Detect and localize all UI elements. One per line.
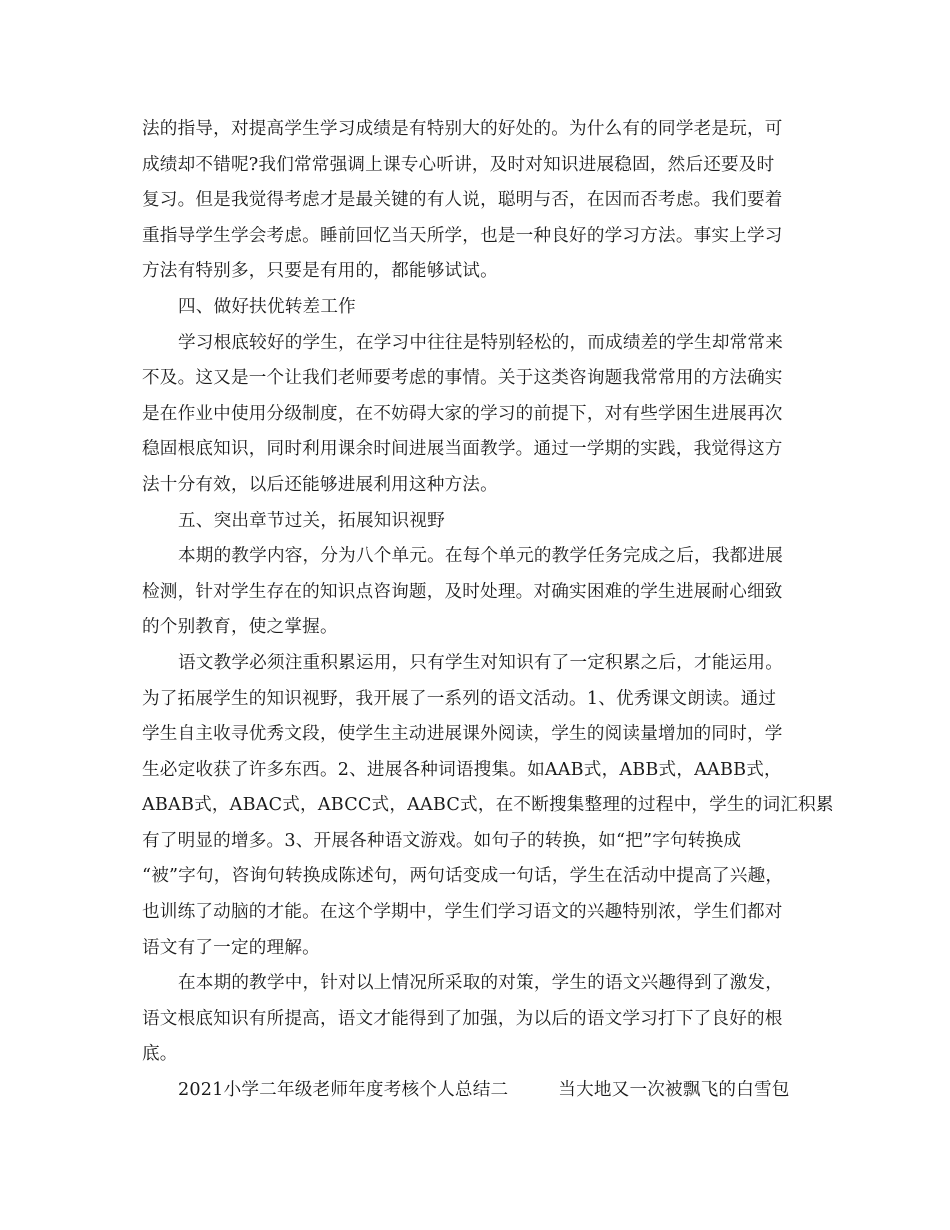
- text-line: 在本期的教学中，针对以上情况所采取的对策，学生的语文兴趣得到了激发，: [178, 973, 783, 994]
- text-line: 是在作业中使用分级制度，在不妨碍大家的学习的前提下，对有些学困生进展再次: [142, 403, 783, 424]
- text-line: 稳固根底知识，同时利用课余时间进展当面教学。通过一学期的实践，我觉得这方: [142, 439, 783, 460]
- text-line: 成绩却不错呢?我们常常强调上课专心听讲，及时对知识进展稳固，然后还要及时: [142, 154, 775, 175]
- text-line: 的个别教育，使之掌握。: [142, 617, 338, 638]
- text-line: 语文有了一定的理解。: [142, 937, 320, 958]
- text-line: 生必定收获了许多东西。2、进展各种词语搜集。如AAB式，ABB式，AABB式，: [142, 759, 782, 780]
- text-line: 法的指导，对提高学生学习成绩是有特别大的好处的。为什么有的同学老是玩，可: [142, 119, 783, 139]
- section-heading: 四、做好扶优转差工作: [178, 296, 356, 317]
- text-line: 语文根底知识有所提高，语文才能得到了加强，为以后的语文学习打下了良好的根: [142, 1008, 783, 1029]
- text-line: 重指导学生学会考虑。睡前回忆当天所学，也是一种良好的学习方法。事实上学习: [142, 225, 783, 246]
- text-line: 也训练了动脑的才能。在这个学期中，学生们学习语文的兴趣特别浓，学生们都对: [142, 902, 783, 923]
- next-section-title: 2021小学二年级老师年度考核个人总结二: [178, 1080, 509, 1101]
- text-line: “被”字句，咨询句转换成陈述句，两句话变成一句话，学生在活动中提高了兴趣，: [142, 866, 784, 887]
- text-line: 语文教学必须注重积累运用，只有学生对知识有了一定积累之后，才能运用。: [178, 652, 783, 673]
- text-line: 方法有特别多，只要是有用的，都能够试试。: [142, 261, 498, 282]
- section-heading: 五、突出章节过关，拓展知识视野: [178, 510, 445, 531]
- next-section-continuation: 当大地又一次被飘飞的白雪包: [558, 1080, 790, 1101]
- text-line: 检测，针对学生存在的知识点咨询题，及时处理。对确实困难的学生进展耐心细致: [142, 581, 783, 602]
- text-line: ABAB式，ABAC式，ABCC式，AABC式，在不断搜集整理的过程中，学生的词汇积累: [142, 795, 834, 816]
- text-line: 法十分有效，以后还能够进展利用这种方法。: [142, 474, 498, 495]
- text-line: 学习根底较好的学生，在学习中往往是特别轻松的，而成绩差的学生却常常来: [178, 332, 783, 353]
- document-body: [142, 112, 834, 1109]
- text-line: 不及。这又是一个让我们老师要考虑的事情。关于这类咨询题我常常用的方法确实: [142, 368, 783, 389]
- text-line: 有了明显的增多。3、开展各种语文游戏。如句子的转换，如“把”字句转换成: [142, 830, 742, 851]
- text-line: 学生自主收寻优秀文段，使学生主动进展课外阅读，学生的阅读量增加的同时，学: [142, 724, 783, 745]
- next-section-line: [142, 1073, 822, 1109]
- text-line: 复习。但是我觉得考虑才是最关键的有人说，聪明与否，在因而否考虑。我们要着: [142, 190, 783, 211]
- text-line: 本期的教学内容，分为八个单元。在每个单元的教学任务完成之后，我都进展: [178, 546, 783, 567]
- text-line: 底。: [142, 1044, 178, 1065]
- text-line: 为了拓展学生的知识视野，我开展了一系列的语文活动。1、优秀课文朗读。通过: [142, 688, 777, 709]
